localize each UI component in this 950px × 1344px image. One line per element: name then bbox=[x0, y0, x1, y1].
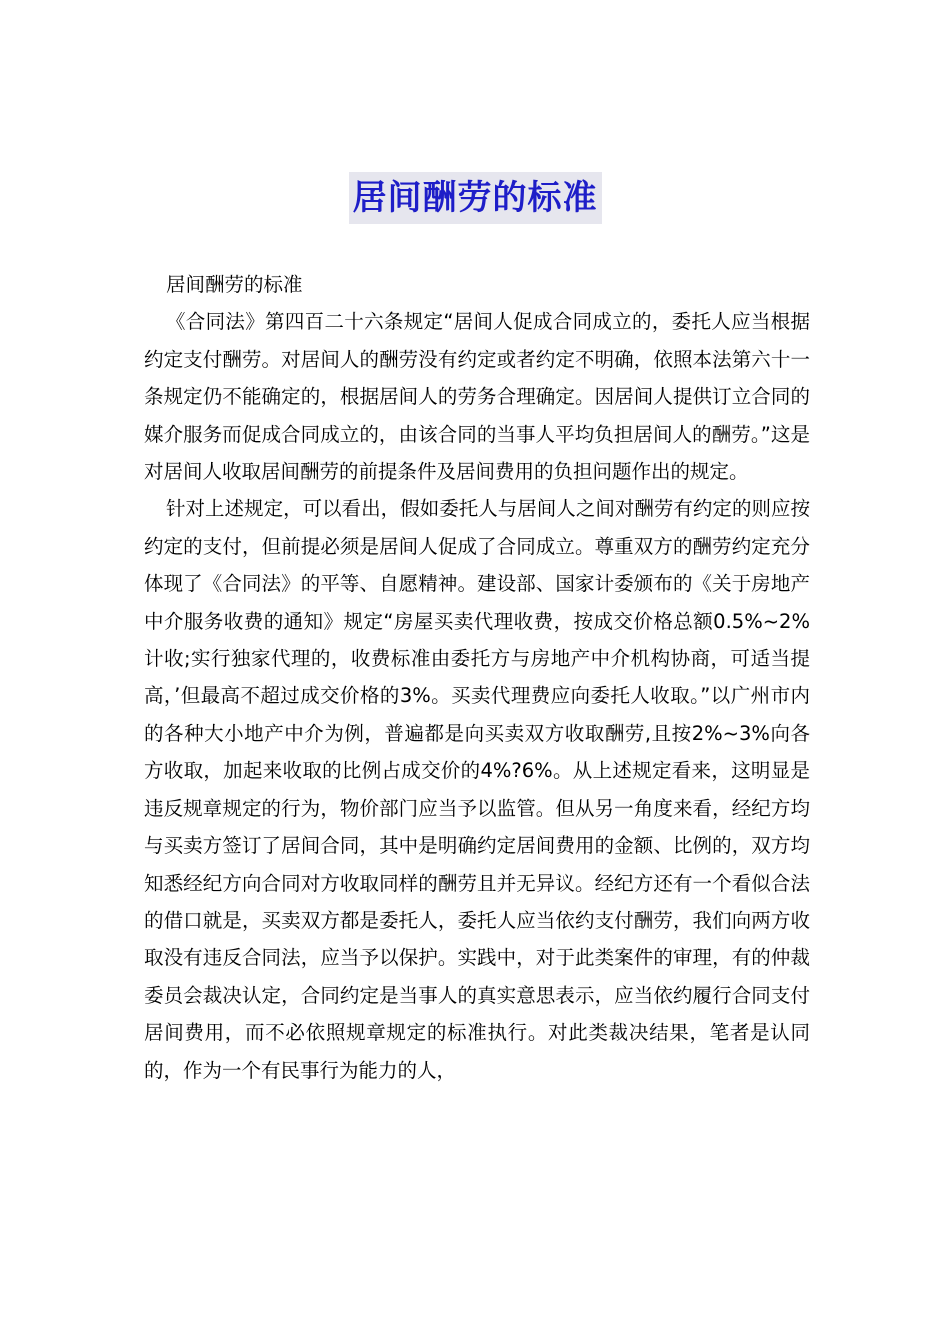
document-subtitle: 居间酬劳的标准 bbox=[166, 273, 303, 296]
document-body bbox=[144, 266, 810, 1089]
paragraph-1: 《合同法》第四百二十六条规定“居间人促成合同成立的，委托人应当根据约定支付酬劳。对居间人的酬劳没有约定或者约定不明确，依照本法第六十一条规定仍不能确定的，根据居间人的劳务合理确定。因居间人提供订立合同的媒介服务而促成合同成立的，由该合同的当事人平均负担居间人的酬劳。”这是对居间人收取居间酬劳的前提条件及居间费用的负担问题作出的规定。 bbox=[144, 310, 810, 484]
document-title: 居间酬劳的标准 bbox=[349, 172, 602, 224]
title-container bbox=[0, 172, 950, 224]
paragraph-2: 针对上述规定，可以看出，假如委托人与居间人之间对酬劳有约定的则应按约定的支付，但前提必须是居间人促成了合同成立。尊重双方的酬劳约定充分体现了《合同法》的平等、自愿精神。建设部、国家计委颁布的《关于房地产中介服务收费的通知》规定“房屋买卖代理收费，按成交价格总额0.5%~2%计收;实行独家代理的，收费标准由委托方与房地产中介机构协商，可适当提高，’但最高不超过成交价格的3%。买卖代理费应向委托人收取。”以广州市内的各种大小地产中介为例，普遍都是向买卖双方收取酬劳,且按2%~3%向各方收取，加起来收取的比例占成交价的4%?6%。从上述规定看来，这明显是违反规章规定的行为，物价部门应当予以监管。但从另一角度来看，经纪方均与买卖方签订了居间合同，其中是明确约定居间费用的金额、比例的，双方均知悉经纪方向合同对方收取同样的酬劳且并无异议。经纪方还有一个看似合法的借口就是，买卖双方都是委托人，委托人应当依约支付酬劳，我们向两方收取没有违反合同法，应当予以保护。实践中，对于此类案件的审理，有的仲裁委员会裁决认定，合同约定是当事人的真实意思表示，应当依约履行合同支付居间费用，而不必依照规章规定的标准执行。对此类裁决结果，笔者是认同的，作为一个有民事行为能力的人， bbox=[144, 497, 810, 1082]
